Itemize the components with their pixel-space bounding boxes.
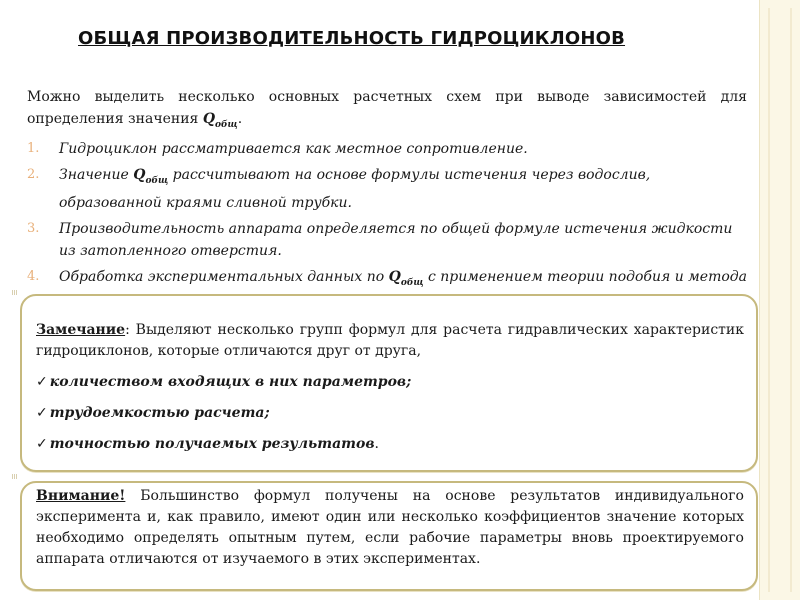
decorative-dots	[12, 474, 17, 479]
checkmark-icon: ✓	[36, 405, 48, 421]
list-number: 1.	[27, 141, 40, 156]
list-item: ✓ точностью получаемых результатов.	[36, 436, 379, 452]
checkmark-icon: ✓	[36, 436, 48, 452]
decorative-dots	[12, 290, 17, 295]
warning-label: Внимание!	[36, 488, 126, 504]
q-symbol: $Q_{общ}$	[202, 111, 238, 130]
list-number: 4.	[27, 268, 40, 284]
slide-title: ОБЩАЯ ПРОИЗВОДИТЕЛЬНОСТЬ ГИДРОЦИКЛОНОВ	[78, 28, 626, 49]
list-item: 4. Обработка экспериментальных данных по $Q_{общ}$ с применением теории подобия и метода	[27, 266, 747, 316]
checkmark-icon: ✓	[36, 374, 48, 390]
list-item: ✓ количеством входящих в них параметров;	[36, 374, 412, 390]
warning-paragraph: Внимание! Большинство формул получены на основе результатов индивидуального эксперимента и, как правило, имеют один или несколько коэффициентов значение которых необходимо определять опытным путем, если рабочие параметры вновь проектируемого аппарата отличаются от изучаемого в этих экспериментах.	[36, 488, 744, 567]
list-item: ✓ трудоемкостью расчета;	[36, 405, 270, 421]
intro-text: Можно выделить несколько основных расчетных схем при выводе зависимостей для определения значения	[27, 89, 747, 127]
warning-box	[20, 481, 758, 591]
slide-frame-border	[759, 0, 800, 600]
note-label: Замечание	[36, 322, 126, 338]
q-symbol: $Q_{общ}$	[133, 167, 169, 186]
intro-paragraph: Можно выделить несколько основных расчетных схем при выводе зависимостей для определения значения $Q_{общ}$.	[27, 89, 747, 130]
list-item: 3. Производительность аппарата определяется по общей формуле истечения жидкости из затопленного отверстия.	[27, 218, 747, 262]
list-item: 2. Значение $Q_{общ}$ рассчитывают на основе формулы истечения через водослив, образованной краями сливной трубки.	[27, 164, 747, 214]
list-number: 2.	[27, 167, 40, 182]
list-item: 1. Гидроциклон рассматривается как местное сопротивление.	[27, 138, 747, 160]
note-box	[20, 294, 758, 472]
list-number: 3.	[27, 220, 40, 236]
calculation-methods-list	[27, 138, 747, 320]
q-symbol: $Q_{общ}$	[388, 268, 424, 288]
note-paragraph: Замечание: Выделяют несколько групп формул для расчета гидравлических характеристик гидроциклонов, которые отличаются друг от друга,	[36, 322, 744, 359]
note-bullet-list	[36, 372, 744, 455]
